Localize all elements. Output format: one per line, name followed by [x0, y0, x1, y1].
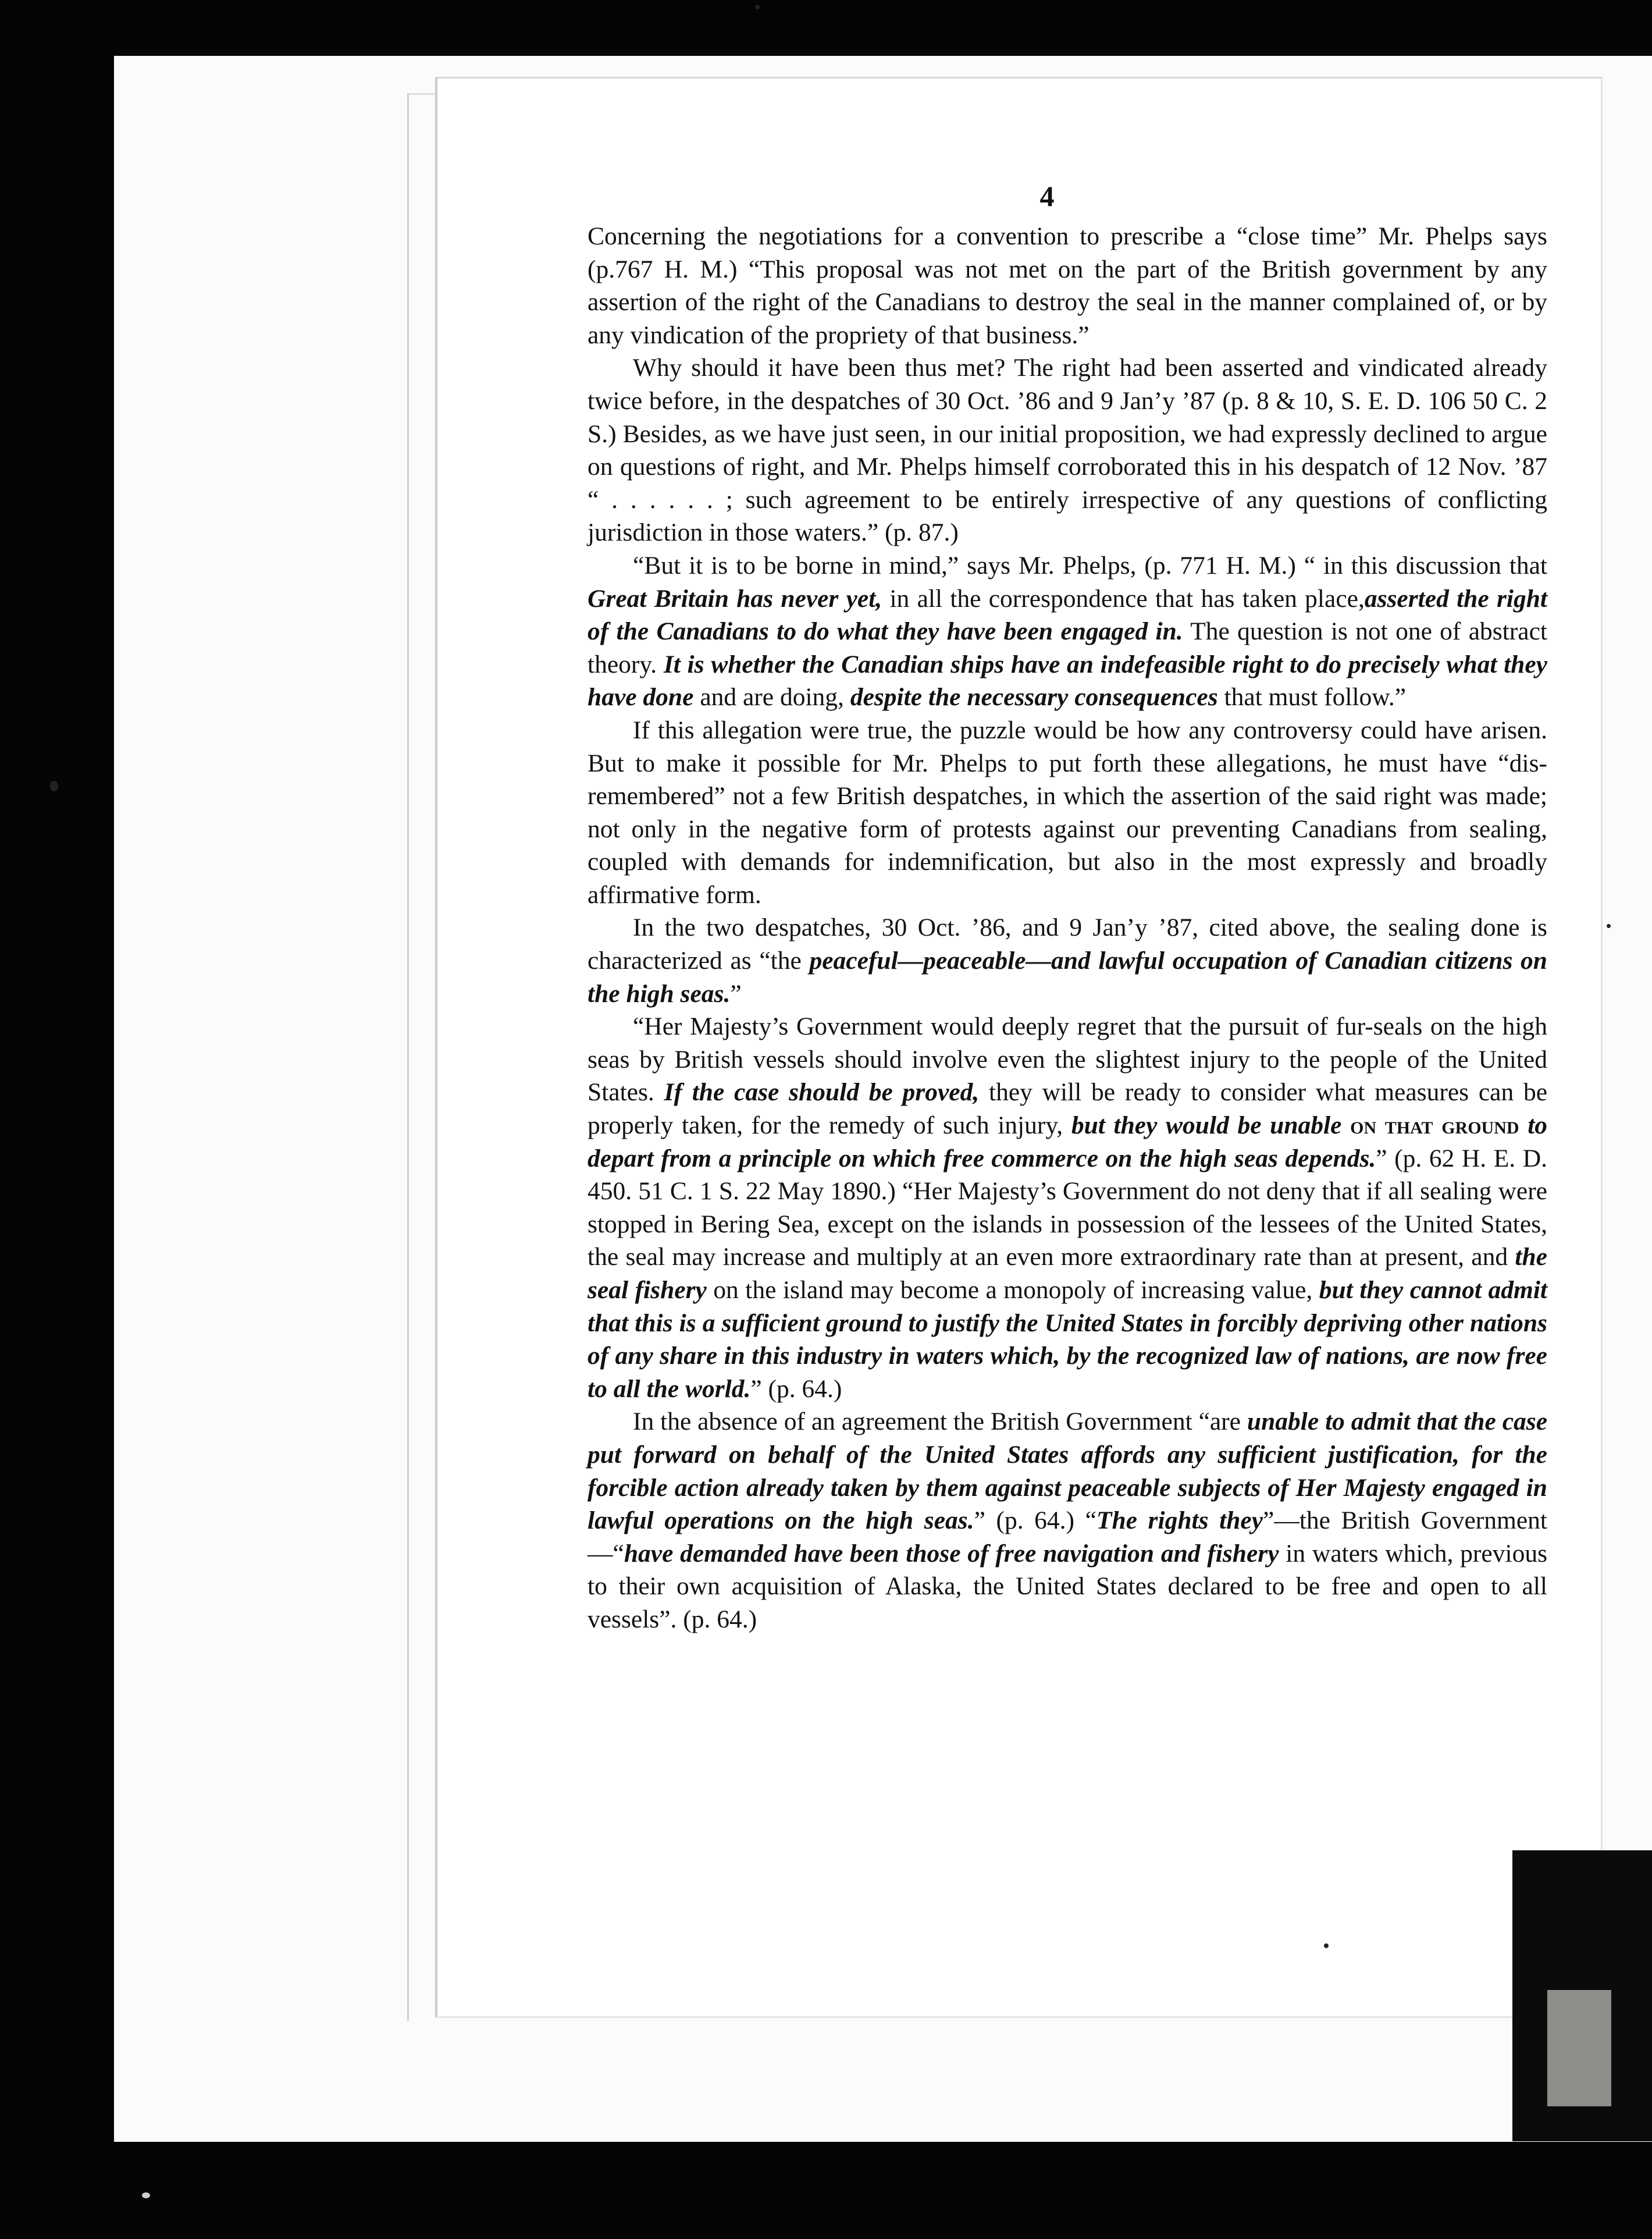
text-segment: Why should it have been thus met? The right had been asserted and vindicated already twice before, in the despatches of 30 Oct. ’86 and 9 Jan’y ’87 (p. 8 & 10, S. E. D. 106 50 C. 2 S.) Besides, as we have just seen, in our initial proposition, we had expressly declined to argue on questions of right, and Mr. Phelps himself corroborated this in his despatch of 12 Nov. ’87 “ . . . . . . ; such agreement to be entirely irrespective of any questions of conflicting jurisdiction in those waters.” (p. 87.): [588, 354, 1547, 547]
text-segment: ”—the British Government—“: [588, 1506, 1547, 1568]
italic-emphasis-segment: the seal fishery: [588, 1243, 1547, 1304]
paragraph-two-despatches: [588, 911, 1547, 1010]
text-segment: In the absence of an agreement the British Government “are: [633, 1408, 1247, 1436]
italic-emphasis-segment: If the case should be proved,: [664, 1078, 980, 1107]
text-segment: Concerning the negotiations for a convention to prescribe a “close time” Mr. Phelps says (p.767 H. M.) “This proposal was not met on the part of the British government by any assertion of the right of the Canadians to destroy the seal in the manner complained of, or by any vindication of the propriety of that business.”: [588, 222, 1547, 349]
scan-tape-mark: [1547, 1990, 1611, 2106]
text-segment: ” (p. 64.) “: [974, 1506, 1096, 1535]
paragraph-allegation: [588, 714, 1547, 912]
text-segment: The question is not one of abstract theory.: [588, 617, 1547, 678]
text-segment: [1519, 1111, 1528, 1139]
italic-emphasis-segment: peaceful—peaceable—and lawful occupation of Canadian citizens on the high seas.: [588, 947, 1547, 1008]
italic-emphasis-segment: unable to admit that the case put forward on behalf of the United States affords any sufficient justification, for the forcible action already taken by them against peaceable subjects of Her Majesty engaged in lawful operations on the high seas.: [588, 1408, 1547, 1535]
text-segment: in all the correspondence that has taken place,: [882, 584, 1365, 613]
paragraph-why-met: [588, 351, 1547, 549]
page-number: 4: [1039, 180, 1055, 212]
paragraph-absence-agreement: [588, 1405, 1547, 1636]
text-segment: ” (p. 64.): [750, 1374, 842, 1403]
body-text: [588, 220, 1547, 1636]
text-segment: “Her Majesty’s Government would deeply regret that the pursuit of fur-seals on the high seas by British vessels should involve even the slightest injury to the people of the United States.: [588, 1012, 1547, 1107]
italic-emphasis-segment: but they cannot admit that this is a sufficient ground to justify the United States in forcibly depriving other nations of any share in this industry in waters which, by the recognized law of nations, are now free to all the world.: [588, 1276, 1547, 1403]
italic-emphasis-segment: despite the necessary consequences: [850, 683, 1218, 712]
text-segment: ” (p. 62 H. E. D. 450. 51 C. 1 S. 22 May 1890.) “Her Majesty’s Government do not deny that if all sealing were stopped in Bering Sea, except on the islands in possession of the lessees of the United States, the seal may increase and multiply at an even more extraordinary rate than at present, and: [588, 1144, 1547, 1271]
text-segment: that must follow.”: [1217, 683, 1407, 712]
text-segment: In the two despatches, 30 Oct. ’86, and 9 Jan’y ’87, cited above, the sealing done is characterized as “the: [588, 914, 1547, 975]
scan-speck: [1324, 1943, 1329, 1948]
italic-emphasis-segment: Great Britain has never yet,: [588, 584, 882, 613]
paragraph-close-time: [588, 220, 1547, 351]
paragraph-borne-in-mind: [588, 549, 1547, 714]
text-segment: in waters which, previous to their own acquisition of Alaska, the United States declared to be free and open to all vessels”. (p. 64.): [588, 1539, 1547, 1633]
scan-speck: [142, 2192, 150, 2198]
text-segment: If this allegation were true, the puzzle would be how any controversy could have arisen. But to make it possible for Mr. Phelps to put forth these allegations, he must have “dis-remembered” not a few British despatches, in which the assertion of the said right was made; not only in the negative form of protests against our preventing Canadians from sealing, coupled with demands for indemnification, but also in the most expressly and broadly affirmative form.: [588, 716, 1547, 909]
italic-emphasis-segment: The rights they: [1096, 1506, 1263, 1535]
italic-emphasis-segment: It is whether the Canadian ships have an indefeasible right to do precisely what they have done: [588, 650, 1547, 712]
italic-emphasis-segment: but they would be unable: [1071, 1111, 1342, 1140]
text-segment: ”: [730, 979, 742, 1008]
text-segment: on the island may become a monopoly of increasing value,: [706, 1276, 1319, 1304]
italic-emphasis-segment: have demanded have been those of free navigation and fishery: [624, 1539, 1279, 1568]
paragraph-majesty-government: [588, 1010, 1547, 1405]
italic-emphasis-segment: to depart from a principle on which free commerce on the high seas depends.: [588, 1111, 1548, 1172]
scan-speck: [755, 5, 760, 9]
italic-emphasis-segment: asserted the right of the Canadians to do what they have been engaged in.: [588, 584, 1547, 646]
text-segment: [1341, 1111, 1350, 1139]
text-segment: “But it is to be borne in mind,” says Mr. Phelps, (p. 771 H. M.) “ in this discussion that: [633, 551, 1547, 580]
small-caps-segment: on that ground: [1350, 1111, 1519, 1140]
scan-speck: [1607, 924, 1611, 928]
text-segment: they will be ready to consider what measures can be properly taken, for the remedy of such injury,: [588, 1078, 1547, 1140]
text-segment: and are doing,: [693, 683, 850, 712]
scan-speck: [50, 781, 58, 791]
